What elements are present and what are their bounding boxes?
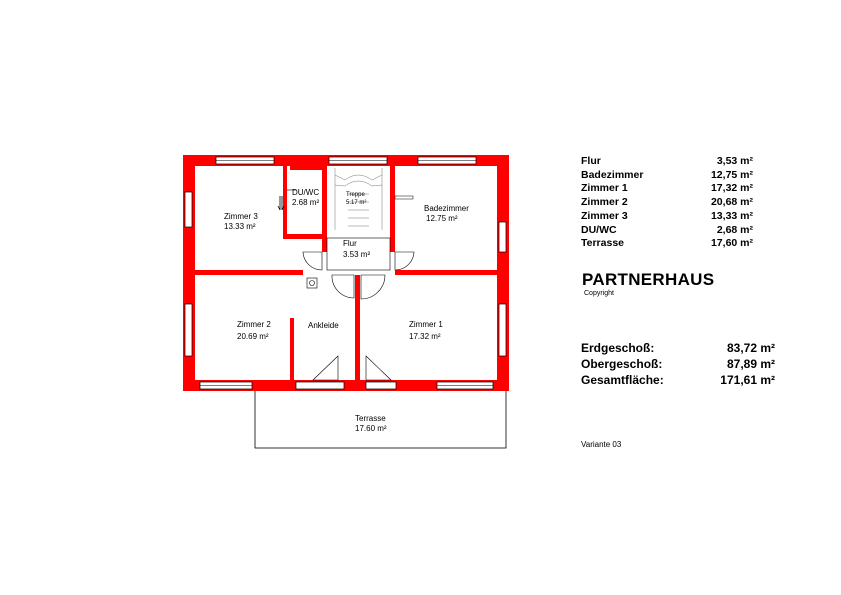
area-name: Zimmer 3 xyxy=(581,209,628,222)
room-zimmer2-area: 20.69 m² xyxy=(237,332,269,341)
room-zimmer2-name: Zimmer 2 xyxy=(237,320,271,329)
room-zimmer3-area: 13.33 m² xyxy=(224,222,256,231)
totals-name: Obergeschoß: xyxy=(581,357,663,371)
interior-walls xyxy=(195,166,497,380)
area-value: 17,32 m² xyxy=(710,182,753,195)
area-name: Flur xyxy=(581,155,601,167)
room-badezimmer-area: 12.75 m² xyxy=(426,214,458,223)
totals-table xyxy=(581,340,775,388)
room-badezimmer-name: Badezimmer xyxy=(424,204,469,213)
area-table xyxy=(581,155,753,251)
room-zimmer3-name: Zimmer 3 xyxy=(224,212,258,221)
room-terrasse-area: 17.60 m² xyxy=(355,424,387,433)
area-name: DU/WC xyxy=(581,223,617,236)
area-name: Zimmer 1 xyxy=(581,182,628,195)
variant-label: Variante 03 xyxy=(581,440,622,449)
area-value: 12,75 m² xyxy=(710,168,753,181)
room-zimmer1-area: 17.32 m² xyxy=(409,332,441,341)
area-row-badezimmer xyxy=(581,169,753,183)
room-treppe-area: 5.17 m² xyxy=(346,200,367,206)
totals-name: Gesamtfläche: xyxy=(581,373,664,387)
room-zimmer1-name: Zimmer 1 xyxy=(409,320,443,329)
room-terrasse-name: Terrasse xyxy=(355,414,386,423)
totals-value: 171,61 m² xyxy=(720,373,775,387)
room-treppe-name: Treppe xyxy=(346,192,365,198)
totals-name: Erdgeschoß: xyxy=(581,341,655,355)
area-value: 2,68 m² xyxy=(716,223,753,236)
area-value: 3,53 m² xyxy=(716,155,753,167)
area-row-zimmer1 xyxy=(581,182,753,196)
room-flur-area: 3.53 m² xyxy=(343,250,371,259)
area-row-zimmer3 xyxy=(581,210,753,224)
area-row-flur xyxy=(581,155,753,169)
totals-row-obergeschoss xyxy=(581,356,775,372)
room-ankleide-name: Ankleide xyxy=(308,321,339,330)
area-value: 17,60 m² xyxy=(710,237,753,250)
area-value: 20,68 m² xyxy=(710,196,753,209)
area-name: Terrasse xyxy=(581,237,625,250)
copyright-label: Copyright xyxy=(584,290,614,297)
room-duwc-area: 2.68 m² xyxy=(292,198,320,207)
area-name: Zimmer 2 xyxy=(581,196,628,209)
house-title: PARTNERHAUS xyxy=(582,270,715,289)
area-name: Badezimmer xyxy=(581,168,644,181)
totals-value: 87,89 m² xyxy=(726,357,775,371)
area-row-terrasse xyxy=(581,237,753,251)
area-row-zimmer2 xyxy=(581,196,753,210)
area-row-duwc xyxy=(581,224,753,238)
area-value: 13,33 m² xyxy=(710,209,753,222)
totals-row-gesamtflaeche xyxy=(581,372,775,388)
staircase xyxy=(335,168,382,230)
totals-row-erdgeschoss xyxy=(581,340,775,356)
room-duwc-name: DU/WC xyxy=(292,188,320,197)
totals-value: 83,72 m² xyxy=(726,341,775,355)
room-flur-name: Flur xyxy=(343,239,357,248)
